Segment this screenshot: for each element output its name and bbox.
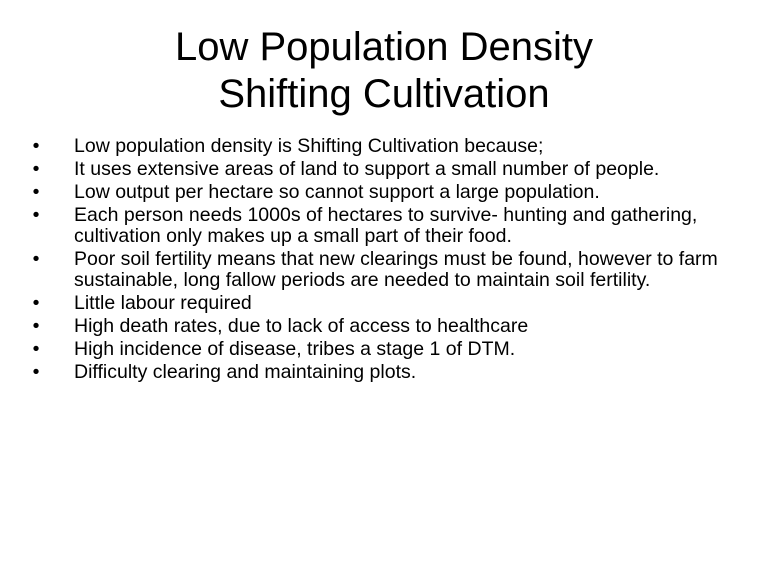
bullet-item bbox=[26, 362, 750, 383]
bullet-dot-icon: • bbox=[32, 181, 40, 203]
slide-title-line-2: Shifting Cultivation bbox=[218, 72, 550, 116]
bullet-item bbox=[26, 316, 750, 337]
bullet-item bbox=[26, 205, 750, 247]
slide-title-line-1: Low Population Density bbox=[174, 25, 594, 69]
bullet-list bbox=[26, 136, 750, 385]
bullet-text: Poor soil fertility means that new clearings must be found, however to farm sustainable, long fallow periods are needed to maintain soil fertility. bbox=[74, 248, 718, 291]
bullet-text: It uses extensive areas of land to support a small number of people. bbox=[74, 158, 660, 180]
bullet-text: High death rates, due to lack of access to healthcare bbox=[74, 315, 529, 337]
bullet-item bbox=[26, 136, 750, 157]
bullet-item bbox=[26, 182, 750, 203]
bullet-text: High incidence of disease, tribes a stage 1 of DTM. bbox=[74, 338, 516, 360]
bullet-dot-icon: • bbox=[32, 338, 40, 360]
bullet-dot-icon: • bbox=[32, 315, 40, 337]
bullet-text: Little labour required bbox=[74, 292, 252, 314]
bullet-item bbox=[26, 159, 750, 180]
bullet-dot-icon: • bbox=[32, 135, 40, 157]
bullet-text: Low output per hectare so cannot support a large population. bbox=[74, 181, 600, 203]
bullet-item bbox=[26, 339, 750, 360]
bullet-dot-icon: • bbox=[32, 361, 40, 383]
slide-title bbox=[40, 24, 728, 118]
bullet-text: Difficulty clearing and maintaining plots. bbox=[74, 361, 417, 383]
bullet-text: Each person needs 1000s of hectares to survive- hunting and gathering, cultivation only makes up a small part of their food. bbox=[74, 204, 698, 247]
bullet-item bbox=[26, 249, 750, 291]
bullet-dot-icon: • bbox=[32, 158, 40, 180]
bullet-item bbox=[26, 293, 750, 314]
bullet-dot-icon: • bbox=[32, 248, 40, 270]
bullet-text: Low population density is Shifting Cultivation because; bbox=[74, 135, 544, 157]
bullet-dot-icon: • bbox=[32, 292, 40, 314]
bullet-dot-icon: • bbox=[32, 204, 40, 226]
